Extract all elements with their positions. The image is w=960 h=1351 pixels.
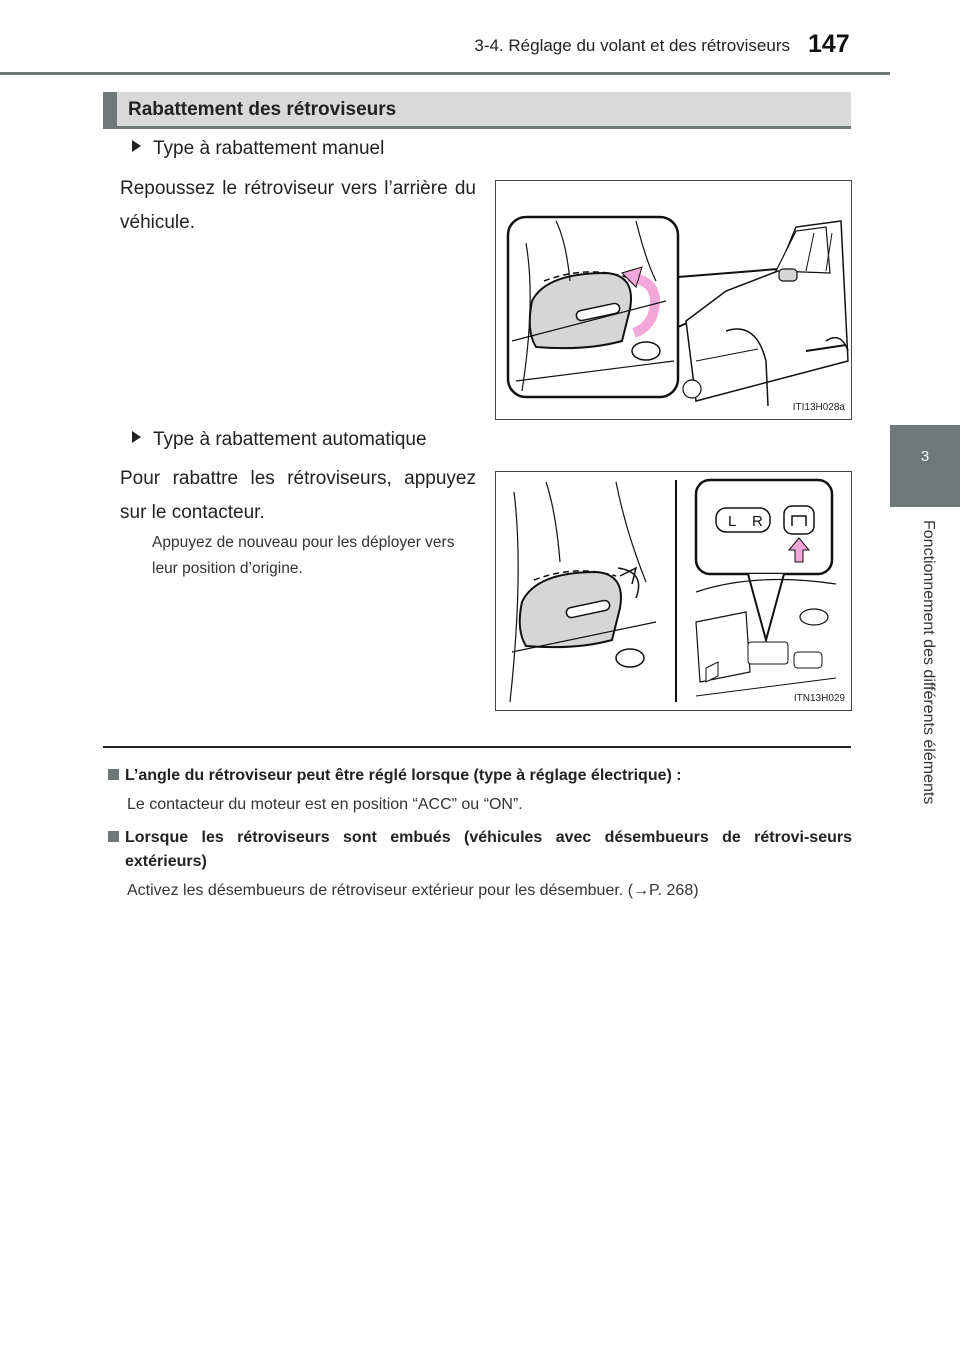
header-rule: [0, 72, 890, 75]
manual-fold-illustration: [496, 181, 851, 419]
automatic-figure-code: ITN13H029: [793, 693, 845, 704]
switch-left-label: L: [728, 513, 737, 530]
note-body: Activez les désembueurs de rétroviseur extérieur pour les désembuer. (→P. 268): [127, 882, 699, 899]
note-title: [108, 764, 852, 788]
manual-heading-text: Type à rabattement manuel: [153, 138, 385, 159]
section-heading-bar: [103, 92, 117, 129]
note-title-text: Lorsque les rétroviseurs sont embués (véhicules avec désembueurs de rétrovi-seurs extérieurs): [125, 829, 852, 870]
note-body: Le contacteur du moteur est en position “ACC” ou “ON”.: [127, 796, 523, 813]
running-header: 3-4. Réglage du volant et des rétroviseurs: [474, 36, 790, 55]
manual-figure-code: ITI13H028a: [792, 402, 845, 413]
note-item: [108, 826, 852, 903]
bullet-arrow-icon: [132, 431, 141, 443]
bullet-arrow-icon: [132, 140, 141, 152]
square-bullet-icon: [108, 769, 119, 780]
automatic-fold-figure: [495, 471, 852, 711]
chapter-tab: [890, 425, 960, 507]
note-title-text: L’angle du rétroviseur peut être réglé lorsque (type à réglage électrique) :: [125, 767, 682, 784]
automatic-heading-text: Type à rabattement automatique: [153, 429, 427, 450]
note-title: [108, 826, 852, 874]
manual-instruction: Repoussez le rétroviseur vers l’arrière du véhicule.: [120, 178, 476, 233]
automatic-heading: [132, 429, 427, 451]
automatic-note: Appuyez de nouveau pour les déployer vers leur position d’origine.: [152, 534, 455, 577]
section-title: Rabattement des rétroviseurs: [128, 99, 397, 120]
chapter-title: Fonctionnement des différents éléments: [920, 520, 937, 805]
square-bullet-icon: [108, 831, 119, 842]
notes-separator: [103, 746, 851, 748]
manual-fold-figure: [495, 180, 852, 420]
switch-right-label: R: [752, 513, 763, 530]
automatic-instruction: Pour rabattre les rétroviseurs, appuyez sur le contacteur.: [120, 468, 476, 523]
page-number: 147: [808, 30, 850, 58]
note-item: [108, 764, 852, 817]
automatic-fold-illustration: [496, 472, 851, 710]
manual-heading: [132, 138, 384, 160]
chapter-number: 3: [920, 448, 930, 465]
